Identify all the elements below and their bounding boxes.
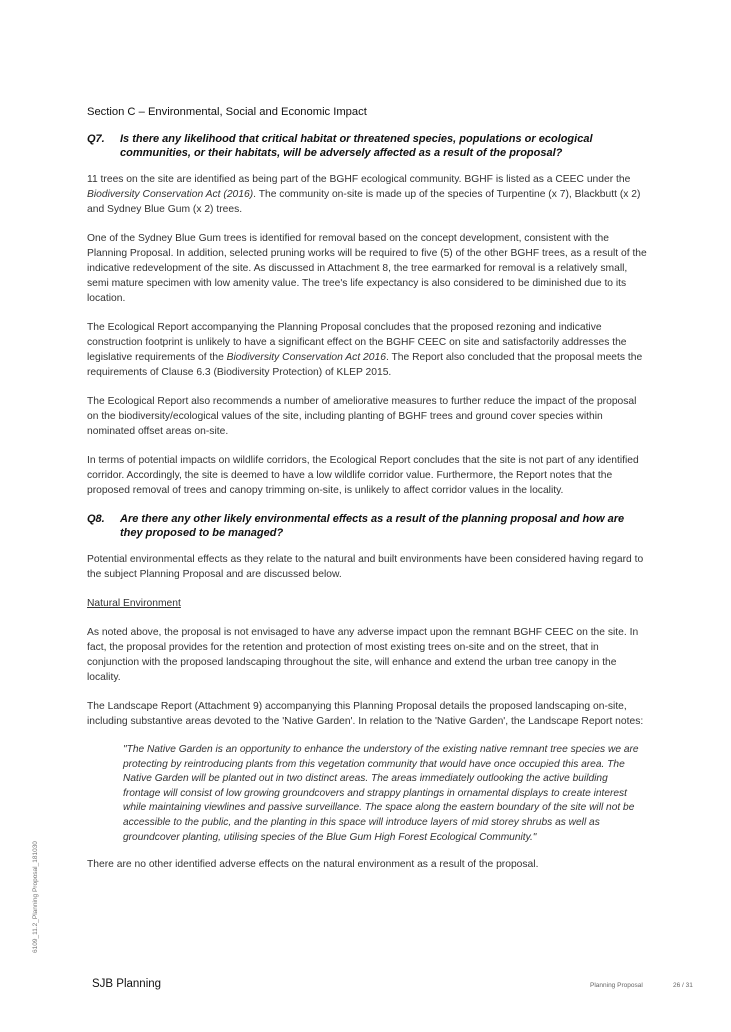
- paragraph-bghf-trees: [87, 172, 647, 217]
- question-text: Is there any likelihood that critical habitat or threatened species, populations or ecological communities, or their habitats, will be adversely affected as a result of the proposal?: [120, 133, 593, 159]
- text-run: 11 trees on the site are identified as being part of the BGHF ecological community. BGHF is listed as a CEEC under the: [87, 174, 631, 185]
- landscape-quote: "The Native Garden is an opportunity to enhance the understory of the existing native remnant tree species we are protecting by reintroducing plants from this vegetation community that would have once occupied this area. The Native Garden will be planted out in two distinct areas. The areas immediately outlooking the active building frontage will consist of low growing groundcovers and strappy plantings in ornamental displays to create interest while maintaining viewlines and passive surveillance. The space along the eastern boundary of the site will not be accessible to the public, and the planting in this space will introduce layers of mid storey shrubs as well as groundcover planting, utilising species of the Blue Gum High Forest Ecological Community.": [123, 744, 639, 843]
- paragraph-ecological-report: [87, 320, 647, 380]
- paragraph-ameliorative-measures: The Ecological Report also recommends a number of ameliorative measures to further reduce the impact of the proposal on the biodiversity/ecological values of the site, including planting of BGHF trees and ground cover species within nominated offset areas on-site.: [87, 396, 637, 437]
- paragraph-landscape-report: The Landscape Report (Attachment 9) accompanying this Planning Proposal details the proposed landscaping on-site, including substantive areas devoted to the 'Native Garden'. In relation to the 'Native Garden', the Landscape Report notes:: [87, 701, 644, 727]
- document-reference: 6109_11.2_Planning Proposal_181030: [32, 841, 39, 953]
- act-title: Biodiversity Conservation Act (2016): [87, 189, 254, 200]
- page-number: 26 / 31: [673, 982, 693, 989]
- question-text: Are there any other likely environmental effects as a result of the planning proposal and how are they proposed to be managed?: [120, 513, 625, 539]
- section-heading: Section C – Environmental, Social and Economic Impact: [87, 106, 367, 118]
- paragraph-conclusion: There are no other identified adverse effects on the natural environment as a result of the proposal.: [87, 859, 539, 871]
- paragraph-environmental-effects: Potential environmental effects as they relate to the natural and built environments have been considered having regard to the subject Planning Proposal and are discussed below.: [87, 554, 644, 580]
- act-title: Biodiversity Conservation Act 2016: [226, 352, 386, 363]
- paragraph-wildlife-corridors: In terms of potential impacts on wildlife corridors, the Ecological Report concludes that the site is not part of any identified corridor. Accordingly, the site is deemed to have a low wildlife corridor value. Furthermore, the Report notes that the proposed removal of trees and canopy trimming on-site, is unlikely to affect corridor values in the locality.: [87, 455, 639, 496]
- question-number: Q8.: [87, 513, 105, 525]
- paragraph-natural-environment: As noted above, the proposal is not envisaged to have any adverse impact upon the remnant BGHF CEEC on the site. In fact, the proposal provides for the retention and protection of most existing trees on-site and on the street, that in conjunction with the proposed landscaping throughout the site, will enhance and extend the urban tree canopy in the locality.: [87, 627, 639, 683]
- text-run: The Ecological Report accompanying the Planning Proposal concludes that the proposed rezoning and indicative construction footprint is unlikely to have a significant effect on the BGHF CEEC on site and satisfactorily addresses the legislative requirements of the: [87, 322, 627, 363]
- footer-document-title: Planning Proposal: [590, 982, 643, 989]
- text-run: . The Report also concluded that the proposal meets the requirements of Clause 6.3 (Biodiversity Protection) of KLEP 2015.: [87, 352, 643, 378]
- subheading-natural-environment: Natural Environment: [87, 598, 181, 609]
- company-logo: SJB Planning: [92, 978, 162, 990]
- question-q8: [87, 512, 647, 540]
- question-number: Q7.: [87, 133, 105, 145]
- text-run: . The community on-site is made up of the species of Turpentine (x 7), Blackbutt (x 2) and Sydney Blue Gum (x 2) trees.: [87, 189, 641, 215]
- paragraph-tree-removal: One of the Sydney Blue Gum trees is identified for removal based on the concept development, consistent with the Planning Proposal. In addition, selected pruning works will be required to five (5) of the other BGHF trees, as a result of the indicative redevelopment of the site. As discussed in Attachment 8, the tree earmarked for removal is a relatively small, semi mature specimen with low amenity value. The tree's life expectancy is also considered to be diminished due to its location.: [87, 233, 647, 304]
- page-content: [87, 106, 647, 886]
- question-q7: [87, 132, 647, 160]
